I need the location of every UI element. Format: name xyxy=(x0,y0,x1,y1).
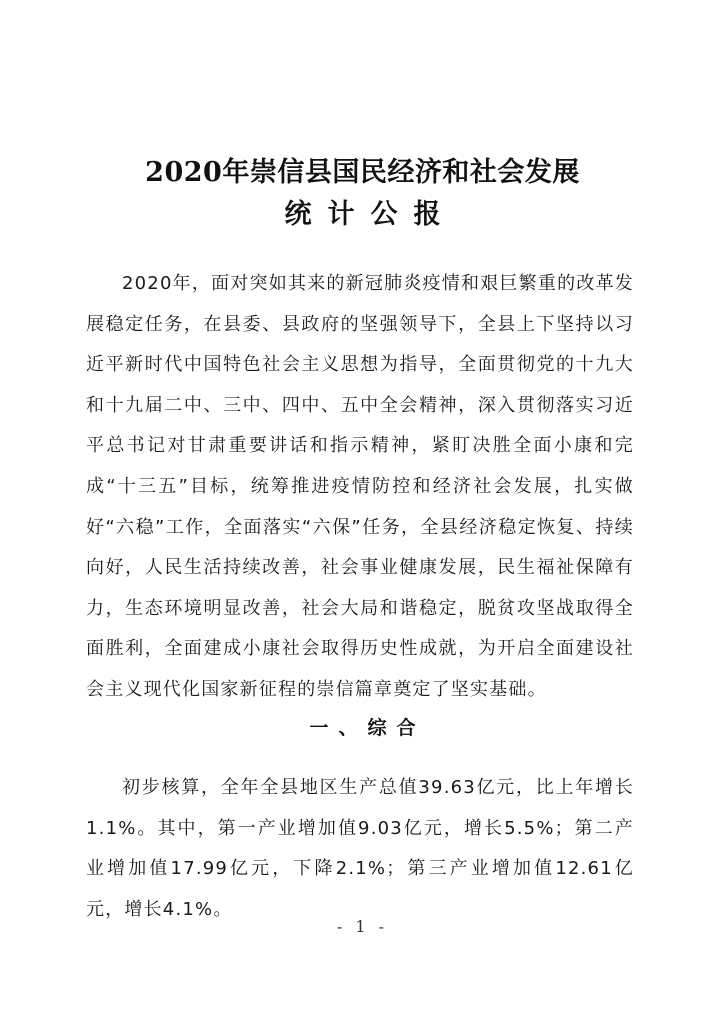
section-heading-comprehensive: 一、综合 xyxy=(309,717,426,739)
document-subtitle: 统计公报 xyxy=(284,199,457,230)
summary-paragraph: 初步核算，全年全县地区生产总值39.63亿元，比上年增长1.1%。其中，第一产业增加值9.03亿元，增长5.5%；第二产业增加值17.99亿元，下降2.1%；第三产业增加值12.61亿元，增长4.1%。 xyxy=(86,777,634,920)
intro-paragraph: 2020年，面对突如其来的新冠肺炎疫情和艰巨繁重的改革发展稳定任务，在县委、县政府的坚强领导下，全县上下坚持以习近平新时代中国特色社会主义思想为指导，全面贯彻党的十九大和十九届二中、三中、四中、五中全会精神，深入贯彻落实习近平总书记对甘肃重要讲话和指示精神，紧盯决胜全面小康和完成“十三五”目标，统筹推进疫情防控和经济社会发展，扎实做好“六稳”工作，全面落实“六保”任务，全县经济稳定恢复、持续向好，人民生活持续改善，社会事业健康发展，民生福祉保障有力，生态环境明显改善，社会大局和谐稳定，脱贫攻坚战取得全面胜利，全面建成小康社会取得历史性成就，为开启全面建设社会主义现代化国家新征程的崇信篇章奠定了坚实基础。 xyxy=(86,273,634,700)
page-number: - 1 - xyxy=(336,917,389,936)
document-title: 2020年崇信县国民经济和社会发展 xyxy=(145,157,580,188)
